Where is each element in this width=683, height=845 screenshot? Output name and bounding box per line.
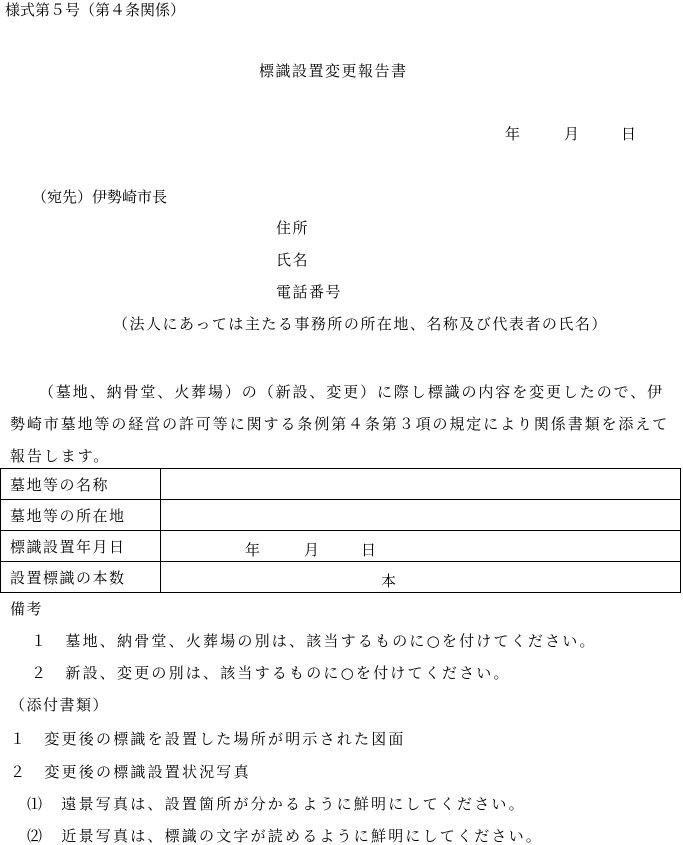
row-label-location: 墓地等の所在地 — [1, 500, 161, 531]
install-date-month: 月 — [304, 541, 320, 559]
table-row — [1, 531, 681, 562]
remarks-heading: 備考 — [10, 600, 44, 618]
table-row — [1, 562, 681, 593]
attachments-subitem: ⑴ 遠景写真は、設置箇所が分かるように鮮明にしてください。 — [27, 795, 526, 813]
attachments-subitem: ⑵ 近景写真は、標識の文字が読めるように鮮明にしてください。 — [27, 827, 544, 845]
install-date-year: 年 — [245, 541, 261, 559]
addressee: （宛先）伊勢崎市長 — [32, 188, 168, 206]
row-label-name: 墓地等の名称 — [1, 469, 161, 500]
date-month: 月 — [564, 125, 580, 143]
attachments-item: ２ 変更後の標識設置状況写真 — [10, 763, 251, 781]
row-value-sign-count — [161, 562, 681, 593]
sign-count-unit: 本 — [381, 572, 397, 590]
table-row — [1, 469, 681, 500]
row-value-location — [161, 500, 681, 531]
row-value-name — [161, 469, 681, 500]
row-label-install-date: 標識設置年月日 — [1, 531, 161, 562]
attachments-item: １ 変更後の標識を設置した場所が明示された図面 — [10, 730, 406, 748]
date-day: 日 — [621, 125, 637, 143]
document-title: 標識設置変更報告書 — [259, 62, 408, 80]
attachments-heading: （添付書類） — [10, 696, 110, 714]
remarks-item: ２ 新設、変更の別は、該当するものに○を付けてください。 — [31, 664, 511, 682]
table-row — [1, 500, 681, 531]
corporate-note: （法人にあっては主たる事務所の所在地、名称及び代表者の氏名） — [113, 315, 608, 333]
applicant-address-label: 住所 — [276, 219, 310, 237]
row-label-sign-count: 設置標識の本数 — [1, 562, 161, 593]
applicant-name-label: 氏名 — [276, 251, 310, 269]
remarks-item: １ 墓地、納骨堂、火葬場の別は、該当するものに○を付けてください。 — [31, 632, 597, 650]
body-paragraph: （墓地、納骨堂、火葬場）の（新設、変更）に際し標識の内容を変更したので、伊勢崎市墓地等の経営の許可等に関する条例第４条第３項の規定により関係書類を添えて報告します。 — [10, 383, 670, 465]
applicant-phone-label: 電話番号 — [276, 283, 343, 301]
report-table — [0, 468, 681, 593]
date-year: 年 — [505, 125, 521, 143]
row-value-install-date — [161, 531, 681, 562]
form-number: 様式第５号（第４条関係） — [5, 1, 186, 19]
install-date-day: 日 — [361, 541, 377, 559]
